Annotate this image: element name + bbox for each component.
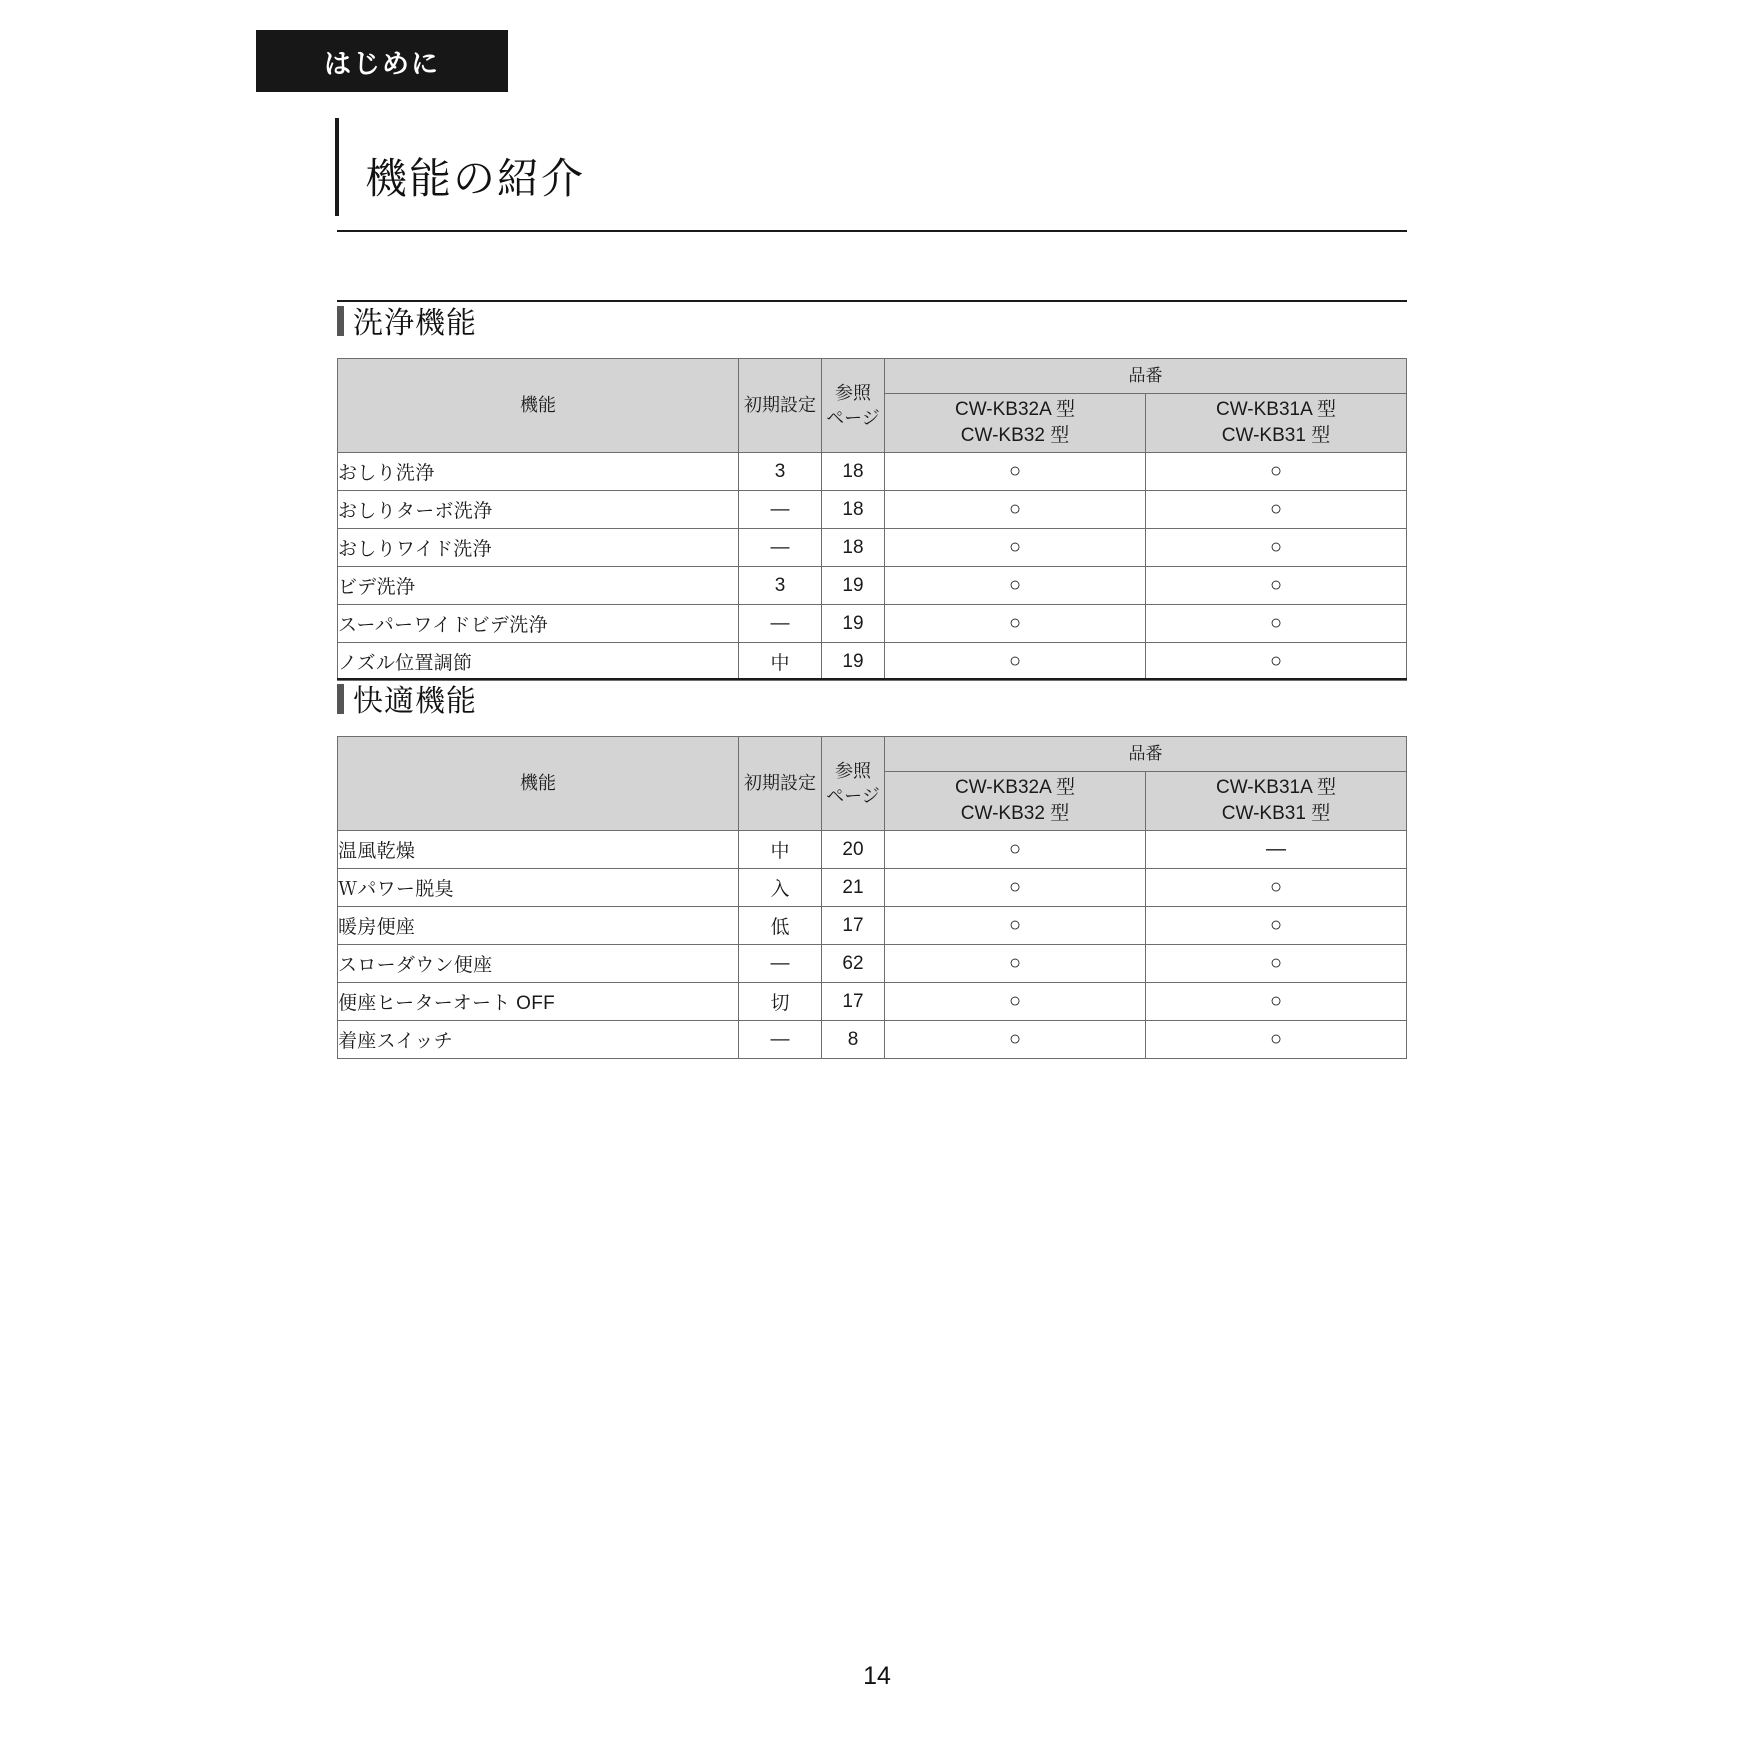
cell-model-b: ○ xyxy=(1146,983,1407,1021)
cell-initial: 3 xyxy=(739,567,822,605)
cell-initial: — xyxy=(739,491,822,529)
model-b-line2: CW-KB31 型 xyxy=(1221,425,1331,446)
table-row xyxy=(338,453,1407,491)
cell-model-a: ○ xyxy=(885,869,1146,907)
cell-model-b: ○ xyxy=(1146,605,1407,643)
cell-page: 18 xyxy=(822,529,885,567)
col-header-reference-line2: ページ xyxy=(826,407,880,428)
cell-function: スーパーワイドビデ洗浄 xyxy=(338,605,739,643)
cell-initial: — xyxy=(739,605,822,643)
cell-initial: 入 xyxy=(739,869,822,907)
col-header-model-a xyxy=(885,772,1146,831)
cell-function: 暖房便座 xyxy=(338,907,739,945)
table-row xyxy=(338,1021,1407,1059)
section-top-rule xyxy=(337,300,1407,302)
table-body xyxy=(338,831,1407,1059)
cell-page: 21 xyxy=(822,869,885,907)
cell-model-b: ○ xyxy=(1146,869,1407,907)
col-header-reference-line1: 参照 xyxy=(835,383,871,404)
col-header-initial: 初期設定 xyxy=(739,737,822,831)
table-row xyxy=(338,491,1407,529)
page-title: 機能の紹介 xyxy=(365,155,586,202)
table-row xyxy=(338,567,1407,605)
page-number: 14 xyxy=(863,1662,891,1690)
model-a-line1: CW-KB32A 型 xyxy=(954,399,1076,421)
col-header-model-a xyxy=(885,394,1146,453)
cell-function: おしりワイド洗浄 xyxy=(338,529,739,567)
cell-model-a: ○ xyxy=(885,643,1146,681)
model-b-line1: CW-KB31A 型 xyxy=(1215,399,1337,421)
cell-function: 便座ヒーターオート OFF xyxy=(338,983,739,1021)
col-header-model-b xyxy=(1146,772,1407,831)
cell-page: 17 xyxy=(822,983,885,1021)
table-row xyxy=(338,529,1407,567)
col-header-model-group: 品番 xyxy=(885,737,1407,772)
table-head xyxy=(338,737,1407,831)
section-top-rule xyxy=(337,678,1407,680)
col-header-model-b xyxy=(1146,394,1407,453)
spec-table-washing xyxy=(337,358,1407,681)
title-left-rule xyxy=(335,118,339,216)
cell-page: 18 xyxy=(822,453,885,491)
col-header-initial: 初期設定 xyxy=(739,359,822,453)
model-b-line2: CW-KB31 型 xyxy=(1221,803,1331,824)
cell-model-a: ○ xyxy=(885,945,1146,983)
cell-model-a: ○ xyxy=(885,605,1146,643)
cell-model-b: — xyxy=(1146,831,1407,869)
section-heading: 快適機能 xyxy=(353,685,477,718)
cell-initial: 切 xyxy=(739,983,822,1021)
chapter-tab: はじめに xyxy=(256,30,508,92)
table-row xyxy=(338,831,1407,869)
cell-model-b: ○ xyxy=(1146,491,1407,529)
cell-model-a: ○ xyxy=(885,529,1146,567)
cell-model-a: ○ xyxy=(885,983,1146,1021)
section-heading: 洗浄機能 xyxy=(353,307,477,340)
cell-model-b: ○ xyxy=(1146,453,1407,491)
cell-page: 17 xyxy=(822,907,885,945)
cell-function: おしりターボ洗浄 xyxy=(338,491,739,529)
cell-initial: 低 xyxy=(739,907,822,945)
cell-model-b: ○ xyxy=(1146,907,1407,945)
cell-function: おしり洗浄 xyxy=(338,453,739,491)
cell-page: 19 xyxy=(822,567,885,605)
cell-page: 62 xyxy=(822,945,885,983)
spec-table-comfort xyxy=(337,736,1407,1059)
cell-initial: 中 xyxy=(739,643,822,681)
model-b-line1: CW-KB31A 型 xyxy=(1215,777,1337,799)
col-header-reference-line1: 参照 xyxy=(835,761,871,782)
table-row xyxy=(338,983,1407,1021)
table-row xyxy=(338,605,1407,643)
cell-model-b: ○ xyxy=(1146,529,1407,567)
cell-page: 19 xyxy=(822,643,885,681)
model-a-line2: CW-KB32 型 xyxy=(960,425,1070,446)
col-header-function: 機能 xyxy=(338,359,739,453)
cell-function: 着座スイッチ xyxy=(338,1021,739,1059)
cell-initial: 中 xyxy=(739,831,822,869)
cell-page: 8 xyxy=(822,1021,885,1059)
cell-initial: — xyxy=(739,529,822,567)
cell-page: 19 xyxy=(822,605,885,643)
cell-page: 18 xyxy=(822,491,885,529)
section-marker xyxy=(337,684,344,714)
model-a-line1: CW-KB32A 型 xyxy=(954,777,1076,799)
cell-model-b: ○ xyxy=(1146,643,1407,681)
cell-function: スローダウン便座 xyxy=(338,945,739,983)
col-header-function: 機能 xyxy=(338,737,739,831)
cell-initial: — xyxy=(739,945,822,983)
table-header-row-1 xyxy=(338,359,1407,394)
cell-model-b: ○ xyxy=(1146,1021,1407,1059)
cell-model-a: ○ xyxy=(885,453,1146,491)
table-header-row-1 xyxy=(338,737,1407,772)
table-body xyxy=(338,453,1407,681)
cell-model-a: ○ xyxy=(885,567,1146,605)
col-header-reference xyxy=(822,737,885,831)
cell-function: ノズル位置調節 xyxy=(338,643,739,681)
col-header-reference-line2: ページ xyxy=(826,785,880,806)
table-row xyxy=(338,643,1407,681)
cell-function: Ｗパワー脱臭 xyxy=(338,869,739,907)
cell-function: ビデ洗浄 xyxy=(338,567,739,605)
table-row xyxy=(338,907,1407,945)
table-row xyxy=(338,869,1407,907)
title-underline xyxy=(337,230,1407,232)
col-header-reference xyxy=(822,359,885,453)
cell-initial: — xyxy=(739,1021,822,1059)
cell-function: 温風乾燥 xyxy=(338,831,739,869)
cell-initial: 3 xyxy=(739,453,822,491)
cell-page: 20 xyxy=(822,831,885,869)
table-row xyxy=(338,945,1407,983)
cell-model-a: ○ xyxy=(885,1021,1146,1059)
cell-model-b: ○ xyxy=(1146,567,1407,605)
cell-model-b: ○ xyxy=(1146,945,1407,983)
section-marker xyxy=(337,306,344,336)
model-a-line2: CW-KB32 型 xyxy=(960,803,1070,824)
table-head xyxy=(338,359,1407,453)
cell-model-a: ○ xyxy=(885,831,1146,869)
cell-model-a: ○ xyxy=(885,491,1146,529)
col-header-model-group: 品番 xyxy=(885,359,1407,394)
cell-model-a: ○ xyxy=(885,907,1146,945)
